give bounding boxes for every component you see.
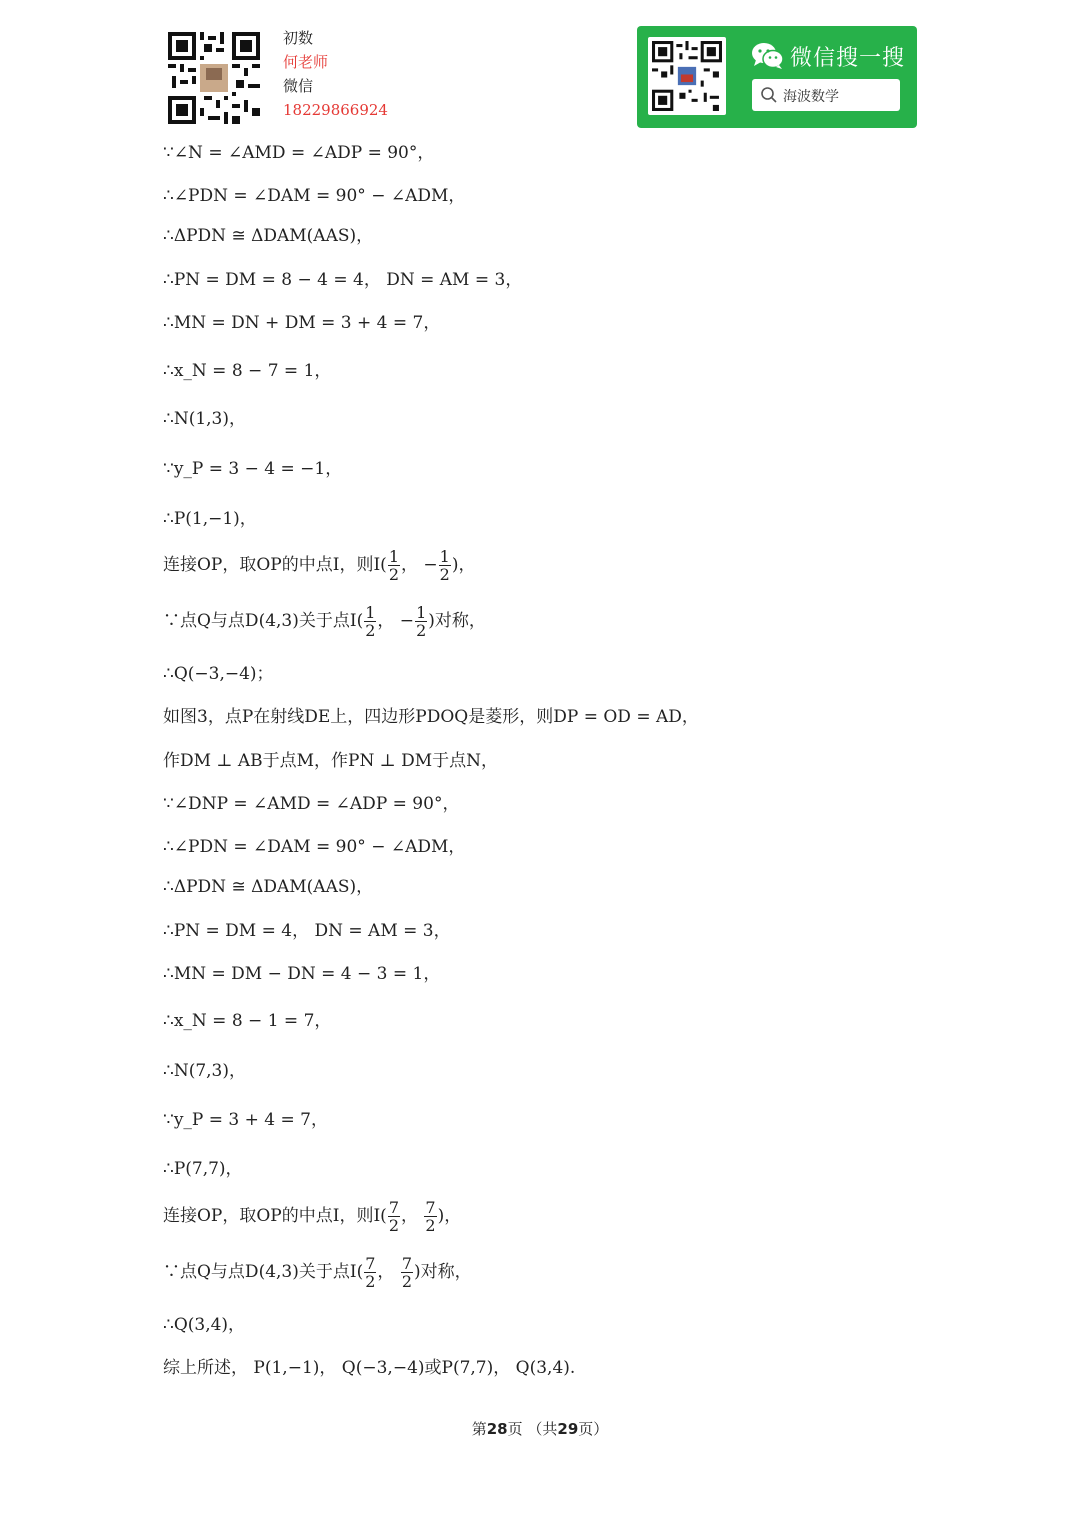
search-icon	[760, 86, 778, 104]
contact-wechat-label: 微信	[283, 77, 314, 95]
solution-line: ∴ΔPDN ≅ ΔDAM(AAS)，	[163, 877, 374, 897]
page-total: 29	[557, 1420, 579, 1438]
wechat-search-banner	[637, 26, 917, 128]
wechat-qr-code	[648, 37, 726, 115]
contact-teacher: 何老师	[283, 53, 329, 71]
solution-line-midpoint: 连接OP，取OP的中点I，则I( $\frac{7}{2}$ ， $\frac{7}{2}$ )，	[163, 1198, 462, 1235]
solution-line: ∵∠N = ∠AMD = ∠ADP = 90°，	[163, 143, 435, 163]
solution-line: 作DM ⊥ AB于点M，作PN ⊥ DM于点N，	[163, 751, 499, 771]
solution-line: ∴∠PDN = ∠DAM = 90° − ∠ADM，	[163, 837, 466, 857]
solution-line: ∴MN = DM − DN = 4 − 3 = 1，	[163, 964, 441, 984]
solution-line: ∴PN = DM = 4， DN = AM = 3，	[163, 921, 451, 941]
solution-line: ∴x_N = 8 − 7 = 1，	[163, 361, 332, 381]
solution-line: ∴P(1,−1)，	[163, 509, 257, 529]
contact-info	[283, 26, 388, 122]
solution-line: ∴ΔPDN ≅ ΔDAM(AAS)，	[163, 226, 374, 246]
solution-line-symmetry: ∵点Q与点D(4,3)关于点I( $\frac{1}{2}$ ， − $\frac{1}{2}$ )对称，	[163, 603, 486, 640]
fraction: $\frac{7}{2}$	[401, 1254, 412, 1291]
page-footer: 第28页 （共29页）	[471, 1420, 609, 1438]
solution-line: ∴N(7,3)，	[163, 1061, 246, 1081]
solution-line: ∴N(1,3)，	[163, 409, 246, 429]
solution-line: ∴Q(3,4)，	[163, 1315, 246, 1335]
solution-line: ∵y_P = 3 + 4 = 7，	[163, 1110, 328, 1130]
solution-line-midpoint: 连接OP，取OP的中点I，则I( $\frac{1}{2}$ ， − $\frac{1}{2}$ )，	[163, 547, 476, 584]
fraction: $\frac{1}{2}$	[439, 547, 450, 584]
solution-line: ∴∠PDN = ∠DAM = 90° − ∠ADM，	[163, 186, 466, 206]
fraction: $\frac{7}{2}$	[388, 1198, 400, 1235]
solution-line: ∴MN = DN + DM = 3 + 4 = 7，	[163, 313, 441, 333]
solution-line: ∴Q(−3,−4)；	[163, 664, 274, 684]
fraction: $\frac{1}{2}$	[388, 547, 400, 584]
contact-subject: 初数	[283, 29, 314, 47]
fraction: $\frac{7}{2}$	[365, 1254, 376, 1291]
page-number: 28	[486, 1420, 508, 1438]
qr-pattern-icon	[648, 37, 726, 115]
solution-line-symmetry: ∵点Q与点D(4,3)关于点I( $\frac{7}{2}$ ， $\frac{7}{2}$ )对称，	[163, 1254, 472, 1291]
solution-conclusion: 综上所述， P(1,−1)， Q(−3,−4)或P(7,7)， Q(3,4).	[163, 1358, 576, 1378]
fraction: $\frac{1}{2}$	[365, 603, 376, 640]
solution-line: ∴P(7,7)，	[163, 1159, 243, 1179]
fraction: $\frac{7}{2}$	[425, 1198, 436, 1235]
solution-line: ∵∠DNP = ∠AMD = ∠ADP = 90°，	[163, 794, 460, 814]
solution-line: ∵y_P = 3 − 4 = −1，	[163, 459, 343, 479]
qr-pattern-icon	[168, 31, 260, 125]
solution-line: ∴x_N = 8 − 1 = 7，	[163, 1011, 332, 1031]
wechat-search-query: 海波数学	[783, 89, 839, 105]
solution-line: ∴PN = DM = 8 − 4 = 4， DN = AM = 3，	[163, 270, 523, 290]
contact-phone: 18229866924	[283, 101, 388, 119]
wechat-search-title: 微信搜一搜	[790, 46, 906, 71]
wechat-logo-icon	[751, 42, 785, 74]
wechat-search-box[interactable]	[752, 79, 900, 111]
fraction: $\frac{1}{2}$	[416, 603, 427, 640]
qr-code-contact	[168, 31, 260, 125]
solution-line: 如图3，点P在射线DE上，四边形PDOQ是菱形，则DP = OD = AD，	[163, 707, 699, 727]
